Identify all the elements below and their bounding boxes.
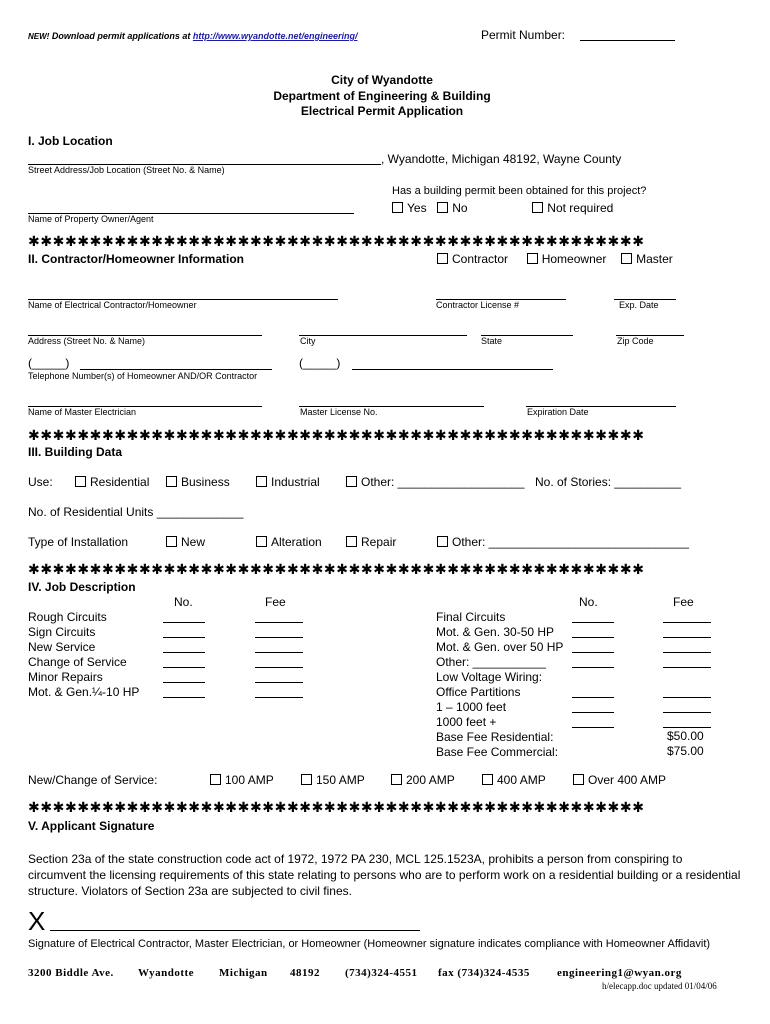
page-title-department: Department of Engineering & Building (273, 89, 491, 103)
signature-x-mark: X (28, 906, 46, 936)
signature-label: Signature of Electrical Contractor, Master Electrician, or Homeowner (Homeowner signature indicates compliance with Homeowner Affidavit) (28, 938, 711, 950)
city-field[interactable] (299, 335, 467, 336)
left-no-header: No. (174, 595, 193, 609)
footer-address: 3200 Biddle Ave. (28, 967, 114, 979)
job-item-fee-field[interactable] (255, 682, 303, 683)
permit-number-field[interactable] (580, 40, 675, 41)
job-item-label: Final Circuits (436, 610, 506, 624)
job-item-label: Rough Circuits (28, 610, 107, 624)
contractor-license-label: Contractor License # (436, 300, 520, 310)
job-item-label: Base Fee Commercial: (436, 745, 559, 759)
job-item-label: Mot. & Gen. over 50 HP (436, 640, 564, 654)
job-item-no-field[interactable] (163, 697, 205, 698)
section-contractor-heading: II. Contractor/Homeowner Information (28, 252, 245, 266)
install-alteration: Alteration (256, 535, 322, 549)
job-item-no-field[interactable] (163, 652, 205, 653)
install-repair: Repair (346, 535, 396, 549)
job-item-fee-field[interactable] (663, 712, 711, 713)
building-permit-options: Yes No Not required (392, 201, 613, 215)
job-item-no-field[interactable] (163, 637, 205, 638)
job-item-label: 1 – 1000 feet (436, 700, 507, 714)
street-address-label: Street Address/Job Location (Street No. & Name) (28, 165, 225, 175)
phone-area-code-1: (_____) (28, 356, 70, 370)
amp-200-checkbox[interactable] (391, 774, 402, 785)
job-item-label: Change of Service (28, 655, 127, 669)
job-item-fee-field[interactable] (255, 697, 303, 698)
divider-stars: ✱✱✱✱✱✱✱✱✱✱✱✱✱✱✱✱✱✱✱✱✱✱✱✱✱✱✱✱✱✱✱✱✱✱✱✱✱✱✱✱✱✱✱✱✱✱✱✱✱✱ (28, 428, 645, 444)
install-other: Other: ______________________________ (437, 535, 689, 549)
job-item-label: 1000 feet + (436, 715, 497, 729)
divider-stars: ✱✱✱✱✱✱✱✱✱✱✱✱✱✱✱✱✱✱✱✱✱✱✱✱✱✱✱✱✱✱✱✱✱✱✱✱✱✱✱✱✱✱✱✱✱✱✱✱✱✱ (28, 562, 645, 578)
job-item-fee-field[interactable] (663, 727, 711, 728)
amp-over-400: Over 400 AMP (573, 773, 666, 787)
amp-400: 400 AMP (482, 773, 546, 787)
footer-city: Wyandotte (138, 967, 195, 979)
zip-label: Zip Code (617, 336, 654, 346)
contractor-name-label: Name of Electrical Contractor/Homeowner (28, 300, 197, 310)
use-label: Use: (28, 475, 53, 489)
contractor-checkbox[interactable] (437, 253, 448, 264)
use-residential: Residential (75, 475, 149, 489)
page-title-city: City of Wyandotte (331, 73, 433, 87)
other-use-checkbox[interactable] (346, 476, 357, 487)
building-permit-question: Has a building permit been obtained for this project? (392, 185, 647, 197)
job-item-no-field[interactable] (572, 637, 614, 638)
amp-400-checkbox[interactable] (482, 774, 493, 785)
alteration-checkbox[interactable] (256, 536, 267, 547)
new-tag: NEW! (28, 32, 50, 41)
residential-checkbox[interactable] (75, 476, 86, 487)
job-item-no-field[interactable] (572, 697, 614, 698)
city-state-text: , Wyandotte, Michigan 48192, Wayne County (381, 152, 622, 166)
right-no-header: No. (579, 595, 598, 609)
use-industrial: Industrial (256, 475, 320, 489)
job-item-no-field[interactable] (572, 712, 614, 713)
footer-fax: fax (734)324-4535 (438, 967, 530, 979)
use-other: Other: ___________________ (346, 475, 524, 489)
install-new: New (166, 535, 205, 549)
phone-label: Telephone Number(s) of Homeowner AND/OR Contractor (28, 371, 258, 381)
right-fee-header: Fee (673, 595, 694, 609)
master-checkbox[interactable] (621, 253, 632, 264)
base-fee-residential-value: $50.00 (667, 729, 704, 743)
divider-stars: ✱✱✱✱✱✱✱✱✱✱✱✱✱✱✱✱✱✱✱✱✱✱✱✱✱✱✱✱✱✱✱✱✱✱✱✱✱✱✱✱✱✱✱✱✱✱✱✱✱✱ (28, 234, 645, 250)
job-item-label: Base Fee Residential: (436, 730, 554, 744)
master-electrician-label: Name of Master Electrician (28, 407, 137, 417)
stories-field[interactable]: No. of Stories: __________ (535, 475, 682, 489)
section-signature-heading: V. Applicant Signature (28, 819, 155, 833)
permit-number-label: Permit Number: (481, 28, 566, 42)
job-item-no-field[interactable] (572, 727, 614, 728)
job-item-fee-field[interactable] (255, 652, 303, 653)
job-item-no-field[interactable] (572, 622, 614, 623)
use-business: Business (166, 475, 230, 489)
job-item-no-field[interactable] (163, 667, 205, 668)
job-item-label: Low Voltage Wiring: (436, 670, 543, 684)
property-owner-label: Name of Property Owner/Agent (28, 214, 154, 224)
expiration-date-label: Expiration Date (527, 407, 589, 417)
installation-type-label: Type of Installation (28, 535, 129, 549)
repair-checkbox[interactable] (346, 536, 357, 547)
state-label: State (481, 336, 503, 346)
footer-doc-info: h/elecapp.doc updated 01/04/06 (602, 981, 717, 991)
footer-email: engineering1@wyan.org (557, 967, 682, 979)
amp-150: 150 AMP (301, 773, 365, 787)
footer-zip: 48192 (290, 967, 320, 979)
section-job-description-heading: IV. Job Description (28, 580, 136, 594)
job-item-label: Other: ___________ (436, 655, 547, 669)
job-item-fee-field[interactable] (255, 667, 303, 668)
legal-paragraph: Section 23a of the state construction code act of 1972, 1972 PA 230, MCL 125.1523A, prohibits a person from conspiring to circumvent the licensing requirements of this state relating to persons who are to perform work on a residential building or a residential structure. Violators of Section 23a are subjected to civil fines. (28, 852, 741, 898)
exp-date-label: Exp. Date (619, 300, 659, 310)
job-item-no-field[interactable] (163, 682, 205, 683)
job-item-label: New Service (28, 640, 96, 654)
job-item-no-field[interactable] (572, 667, 614, 668)
not-required-checkbox[interactable] (532, 202, 543, 213)
amp-100: 100 AMP (210, 773, 274, 787)
phone-area-code-2: (_____) (299, 356, 341, 370)
job-item-label: Mot. & Gen. 30-50 HP (436, 625, 555, 639)
job-item-fee-field[interactable] (663, 652, 711, 653)
section-building-data-heading: III. Building Data (28, 445, 123, 459)
job-item-fee-field[interactable] (663, 697, 711, 698)
industrial-checkbox[interactable] (256, 476, 267, 487)
master-license-label: Master License No. (300, 407, 378, 417)
section-job-location-heading: I. Job Location (28, 134, 113, 148)
page-title-form: Electrical Permit Application (300, 104, 464, 118)
download-notice (28, 31, 358, 41)
job-item-label: Minor Repairs (28, 670, 103, 684)
amp-over-400-checkbox[interactable] (573, 774, 584, 785)
signature-field[interactable] (50, 930, 420, 931)
amp-150-checkbox[interactable] (301, 774, 312, 785)
job-item-label: Office Partitions (436, 685, 521, 699)
yes-checkbox[interactable] (392, 202, 403, 213)
city-label: City (300, 336, 316, 346)
job-item-no-field[interactable] (163, 622, 205, 623)
footer-phone: (734)324-4551 (345, 967, 418, 979)
job-item-fee-field[interactable] (255, 637, 303, 638)
amp-100-checkbox[interactable] (210, 774, 221, 785)
job-item-label: Sign Circuits (28, 625, 96, 639)
amp-200: 200 AMP (391, 773, 455, 787)
phone-field-2[interactable] (352, 369, 553, 370)
job-item-fee-field[interactable] (255, 622, 303, 623)
footer-state: Michigan (219, 967, 268, 979)
divider-stars: ✱✱✱✱✱✱✱✱✱✱✱✱✱✱✱✱✱✱✱✱✱✱✱✱✱✱✱✱✱✱✱✱✱✱✱✱✱✱✱✱✱✱✱✱✱✱✱✱✱✱ (28, 800, 645, 816)
phone-field-1[interactable] (80, 369, 272, 370)
residential-units-field[interactable]: No. of Residential Units _____________ (28, 505, 244, 519)
no-checkbox[interactable] (437, 202, 448, 213)
download-text: Download permit applications at (51, 31, 191, 41)
download-link[interactable]: http://www.wyandotte.net/engineering/ (192, 31, 358, 41)
homeowner-checkbox[interactable] (527, 253, 538, 264)
job-item-fee-field[interactable] (663, 637, 711, 638)
job-item-label: Mot. & Gen.¼-10 HP (28, 685, 140, 699)
service-label: New/Change of Service: (28, 773, 158, 787)
contractor-type-options: Contractor Homeowner Master (437, 252, 673, 266)
new-checkbox[interactable] (166, 536, 177, 547)
base-fee-commercial-value: $75.00 (667, 744, 704, 758)
address-label: Address (Street No. & Name) (28, 336, 146, 346)
job-item-fee-field[interactable] (663, 622, 711, 623)
job-item-no-field[interactable] (572, 652, 614, 653)
business-checkbox[interactable] (166, 476, 177, 487)
other-install-checkbox[interactable] (437, 536, 448, 547)
job-item-fee-field[interactable] (663, 667, 711, 668)
left-fee-header: Fee (265, 595, 286, 609)
